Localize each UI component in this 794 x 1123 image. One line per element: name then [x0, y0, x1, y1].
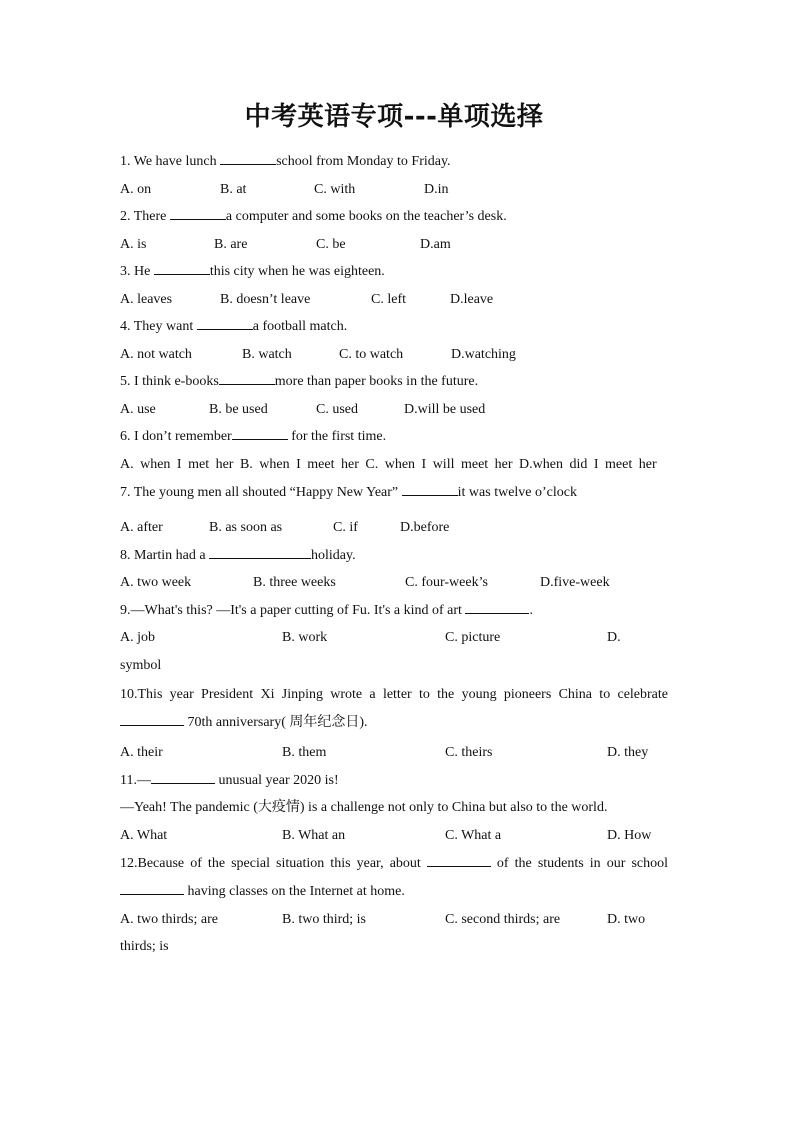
- option-b: B. watch: [242, 346, 292, 362]
- answer-blank: [232, 427, 288, 440]
- option-c: C. theirs: [445, 745, 493, 760]
- option-d-continued: thirds; is: [120, 939, 169, 954]
- option-a: A. their: [120, 745, 163, 760]
- question-12: 12.Because of the special situation this year, about of the students in our school having classes on the Internet at home.: [120, 855, 668, 899]
- option-b: B. work: [282, 630, 328, 645]
- options-3: [120, 286, 668, 314]
- answer-blank: [120, 882, 184, 895]
- option-a: A. two thirds; are: [120, 911, 218, 927]
- option-b: B. two third; is: [282, 911, 367, 927]
- option-d: D.: [607, 630, 621, 645]
- option-d: D.in: [424, 181, 449, 197]
- option-b: B. be used: [209, 401, 268, 417]
- options-5: [120, 396, 668, 424]
- answer-blank: [154, 262, 210, 275]
- question-6: 6. I don’t remember for the first time.: [120, 429, 387, 444]
- option-a: A. not watch: [120, 346, 192, 362]
- question-3: 3. He this city when he was eighteen.: [120, 264, 385, 279]
- question-11: 11.— unusual year 2020 is!: [120, 772, 339, 788]
- options-2: [120, 231, 668, 259]
- answer-blank: [151, 771, 215, 784]
- option-d: D.watching: [451, 346, 516, 362]
- question-7: 7. The young men all shouted “Happy New Year” it was twelve o’clock: [120, 484, 577, 500]
- options-1: [120, 176, 668, 204]
- option-d: D.before: [400, 520, 450, 535]
- option-c: C. picture: [445, 630, 501, 645]
- option-c: C. second thirds; are: [445, 911, 561, 927]
- option-d: D. two: [607, 911, 646, 927]
- answer-blank: [120, 713, 184, 726]
- options-10: [120, 739, 668, 767]
- option-d: D. How: [607, 828, 652, 843]
- question-2: 2. There a computer and some books on the teacher’s desk.: [120, 209, 507, 224]
- answer-blank: [170, 207, 226, 220]
- option-a: A. leaves: [120, 291, 173, 307]
- option-d-continued: symbol: [120, 657, 162, 673]
- option-b: B. doesn’t leave: [220, 291, 311, 307]
- option-b: B. three weeks: [253, 575, 336, 590]
- answer-blank: [197, 317, 253, 330]
- option-c: C. What a: [445, 828, 502, 843]
- option-d: D.leave: [450, 291, 494, 307]
- page-title: 中考英语专项---单项选择: [244, 102, 544, 132]
- option-d: D.will be used: [404, 401, 486, 417]
- option-c: C. be: [316, 236, 346, 252]
- option-b: B. at: [220, 181, 247, 197]
- option-d: D. they: [607, 745, 649, 760]
- option-b: B. are: [214, 236, 248, 252]
- option-a: A. on: [120, 181, 152, 197]
- options-11: [120, 822, 668, 850]
- option-d: D.am: [420, 236, 451, 252]
- option-b: B. as soon as: [209, 520, 283, 535]
- options-8: [120, 569, 668, 597]
- option-c: C. four-week’s: [405, 575, 488, 590]
- question-5: 5. I think e-books more than paper books in the future.: [120, 374, 479, 389]
- answer-blank: [427, 854, 491, 867]
- option-a: A. job: [120, 630, 155, 645]
- worksheet-page: [120, 98, 668, 961]
- option-b: B. them: [282, 745, 327, 760]
- question-1: 1. We have lunch school from Monday to Friday.: [120, 154, 451, 169]
- option-a: A. after: [120, 520, 163, 535]
- question-11-reply: —Yeah! The pandemic (大疫情) is a challenge not only to China but also to the world.: [120, 800, 608, 815]
- option-a: A. two week: [120, 575, 192, 590]
- option-d: D.five-week: [540, 575, 610, 590]
- option-a: A. is: [120, 236, 147, 252]
- answer-blank: [209, 546, 311, 559]
- option-b: B. What an: [282, 828, 346, 843]
- option-a: A. What: [120, 828, 168, 843]
- options-7: [120, 514, 668, 542]
- option-c: C. with: [314, 181, 356, 197]
- question-10: 10.This year President Xi Jinping wrote a letter to the young pioneers China to celebrate 70th anniversary( 周年纪念日).: [120, 687, 668, 730]
- answer-blank: [219, 372, 275, 385]
- options-12: [120, 906, 668, 934]
- question-4: 4. They want a football match.: [120, 319, 348, 334]
- options-4: [120, 341, 668, 369]
- option-c: C. left: [371, 291, 406, 307]
- answer-blank: [402, 483, 458, 496]
- option-c: C. to watch: [339, 346, 404, 362]
- options-9: [120, 624, 668, 652]
- question-9: 9.—What's this? —It's a paper cutting of Fu. It's a kind of art .: [120, 602, 533, 618]
- option-c: C. used: [316, 401, 358, 417]
- answer-blank: [465, 601, 529, 614]
- option-c: C. if: [333, 520, 358, 535]
- question-8: 8. Martin had a holiday.: [120, 547, 356, 563]
- option-a: A. use: [120, 401, 156, 417]
- options-6: A. when I met her B. when I meet her C. when I will meet her D.when did I meet her: [120, 456, 657, 472]
- answer-blank: [220, 152, 276, 165]
